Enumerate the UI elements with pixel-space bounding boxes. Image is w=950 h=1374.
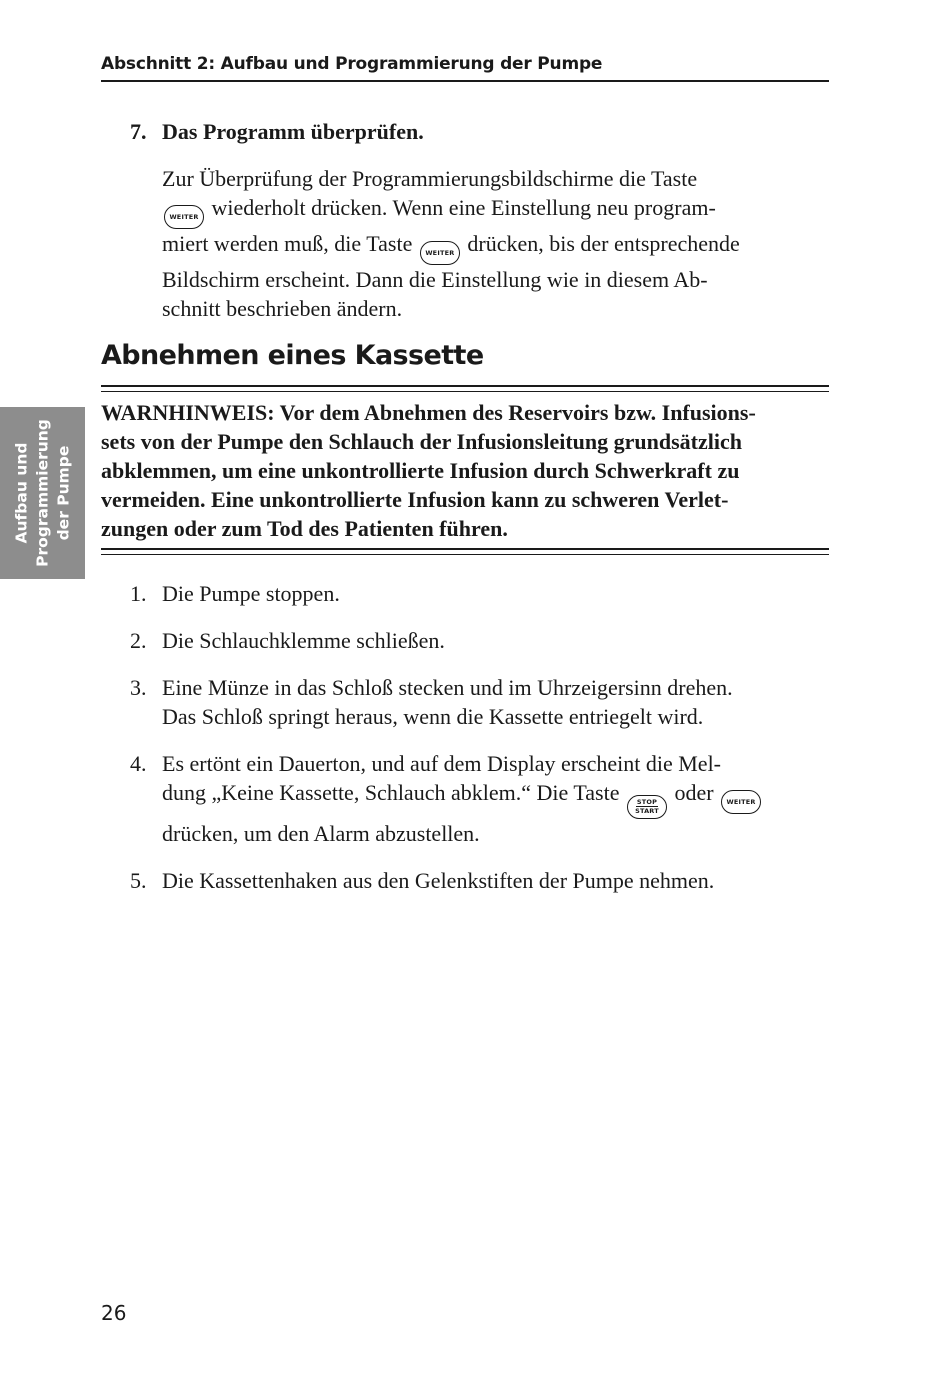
step-text: Eine Münze in das Schloß stecken und im Uhrzeigersinn drehen. (162, 675, 733, 700)
step-text: drücken, um den Alarm abzustellen. (162, 821, 480, 846)
step-text: oder (674, 780, 714, 805)
running-header: Abschnitt 2: Aufbau und Programmierung der Pumpe (101, 54, 603, 74)
weiter-key-label: WEITER (425, 249, 455, 257)
step-text: Die Pumpe stoppen. (162, 581, 340, 606)
side-tab-line: der Pumpe (54, 445, 72, 541)
step-7-heading-text: Das Programm überprüfen. (162, 119, 424, 144)
warning-line: zungen oder zum Tod des Patienten führen. (101, 516, 508, 541)
step-7-text-2: wiederholt drücken. Wenn eine Einstellung neu program- (211, 195, 716, 220)
side-tab-line: Programmierung (33, 419, 51, 567)
step-number: 3. (130, 675, 147, 700)
steps-list (130, 579, 830, 913)
weiter-key-icon (721, 790, 761, 814)
stop-key-label: STOP (636, 798, 658, 806)
step-text: Die Kassettenhaken aus den Gelenkstiften der Pumpe nehmen. (162, 868, 715, 893)
warning-line: WARNHINWEIS: Vor dem Abnehmen des Reservoirs bzw. Infusions- (101, 400, 756, 425)
step-7-paragraph (162, 164, 832, 323)
header-rule (101, 80, 829, 82)
side-tab-line: Aufbau und (12, 442, 30, 544)
step-7-text-3a: miert werden muß, die Taste (162, 231, 413, 256)
step-number: 1. (130, 581, 147, 606)
list-item (130, 626, 830, 655)
step-number: 2. (130, 628, 147, 653)
step-text: dung „Keine Kassette, Schlauch abklem.“ Die Taste (162, 780, 620, 805)
warning-line: vermeiden. Eine unkontrollierte Infusion kann zu schweren Verlet- (101, 487, 729, 512)
step-text: Es ertönt ein Dauerton, und auf dem Display erscheint die Mel- (162, 751, 722, 776)
section-title: Abnehmen eines Kassette (101, 340, 484, 371)
warning-line: abklemmen, um eine unkontrollierte Infusion durch Schwerkraft zu (101, 458, 740, 483)
step-text-with-keys (162, 778, 830, 819)
step-7-number: 7. (130, 119, 147, 144)
step-7 (130, 117, 830, 323)
page-number: 26 (101, 1301, 127, 1325)
list-item (130, 749, 830, 848)
step-7-text-3b: drücken, bis der entsprechende (467, 231, 740, 256)
warning-box (101, 398, 829, 543)
list-item (130, 673, 830, 731)
step-text: Die Schlauchklemme schließen. (162, 628, 445, 653)
step-7-heading (130, 117, 830, 146)
start-key-label: START (635, 807, 659, 815)
weiter-key-label: WEITER (169, 213, 199, 221)
step-number: 5. (130, 868, 147, 893)
step-7-text-4: Bildschirm erscheint. Dann die Einstellung wie in diesem Ab- (162, 267, 708, 292)
weiter-key-label: WEITER (726, 798, 756, 806)
step-number: 4. (130, 751, 147, 776)
side-tab-label (11, 419, 74, 567)
warning-bottom-rule (101, 548, 829, 555)
chapter-side-tab (0, 407, 85, 579)
weiter-key-icon (164, 205, 204, 229)
warning-top-rule (101, 385, 829, 392)
stop-start-key-icon (627, 795, 667, 819)
warning-line: sets von der Pumpe den Schlauch der Infusionsleitung grundsätzlich (101, 429, 742, 454)
list-item (130, 579, 830, 608)
step-7-text-5: schnitt beschrieben ändern. (162, 296, 403, 321)
step-text: Das Schloß springt heraus, wenn die Kassette entriegelt wird. (162, 704, 704, 729)
step-7-text-1: Zur Überprüfung der Programmierungsbildschirme die Taste (162, 166, 698, 191)
weiter-key-icon (420, 241, 460, 265)
list-item (130, 866, 830, 895)
